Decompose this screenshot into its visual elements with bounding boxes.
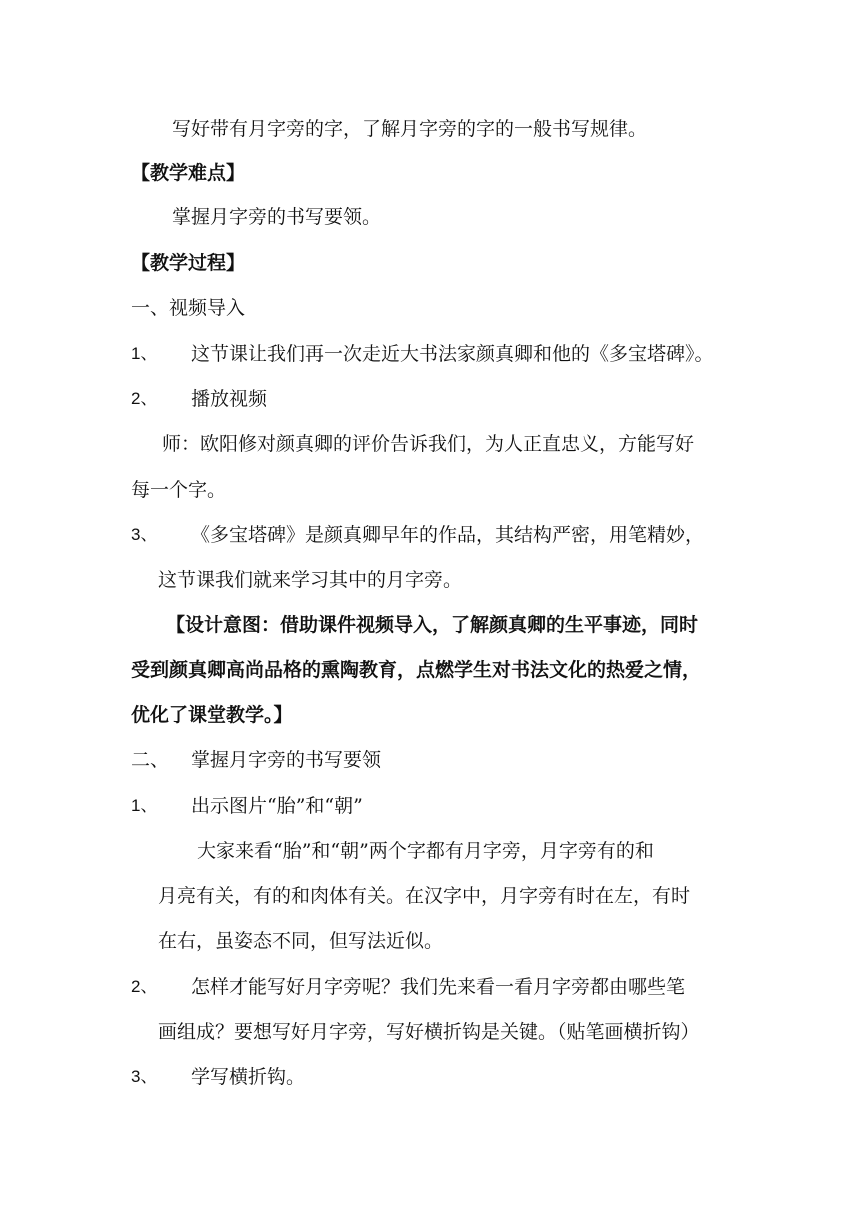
heading-process: 【教学过程】 <box>131 252 246 274</box>
section-two-number: 二、 <box>131 749 170 771</box>
list-item-text: 这节课让我们再一次走近大书法家颜真卿和他的《多宝塔碑》。 <box>191 343 714 365</box>
design-intent-line-2: 受到颜真卿高尚品格的熏陶教育，点燃学生对书法文化的热爱之情， <box>131 659 702 681</box>
teacher-text-line-2: 每一个字。 <box>131 479 227 501</box>
list-number: 2、 <box>131 977 158 996</box>
list-item-text: 出示图片“胎”和“朝” <box>191 795 363 817</box>
list-item-text: 播放视频 <box>191 388 268 410</box>
list-item-text: 学写横折钩。 <box>191 1066 306 1088</box>
paragraph-line-2: 月亮有关，有的和肉体有关。在汉字中，月字旁有时在左，有时 <box>158 885 691 907</box>
design-intent-line-3: 优化了课堂教学。】 <box>131 704 293 726</box>
list-number: 3、 <box>131 525 158 544</box>
list-item-text-continued: 这节课我们就来学习其中的月字旁。 <box>158 569 463 591</box>
list-number: 1、 <box>131 344 158 363</box>
section-two-title: 掌握月字旁的书写要领 <box>191 749 382 771</box>
list-number: 1、 <box>131 796 158 815</box>
section-one-title: 一、视频导入 <box>131 297 246 319</box>
heading-difficulty: 【教学难点】 <box>131 162 246 184</box>
goal-text: 写好带有月字旁的字，了解月字旁的字的一般书写规律。 <box>172 118 648 140</box>
list-item-text: 《多宝塔碑》是颜真卿早年的作品，其结构严密，用笔精妙， <box>191 524 705 546</box>
paragraph-line-1: 大家来看“胎”和“朝”两个字都有月字旁，月字旁有的和 <box>197 840 654 862</box>
list-item-text-continued: 画组成？要想写好月字旁，写好横折钩是关键。（贴笔画横折钩） <box>158 1021 700 1043</box>
paragraph-line-3: 在右，虽姿态不同，但写法近似。 <box>158 930 444 952</box>
list-number: 3、 <box>131 1067 158 1086</box>
teacher-text-line-1: 师：欧阳修对颜真卿的评价告诉我们，为人正直忠义，方能写好 <box>162 433 695 455</box>
difficulty-text: 掌握月字旁的书写要领。 <box>172 206 382 228</box>
design-intent-line-1: 【设计意图：借助课件视频导入，了解颜真卿的生平事迹，同时 <box>166 614 699 636</box>
list-number: 2、 <box>131 389 158 408</box>
list-item-text: 怎样才能写好月字旁呢？我们先来看一看月字旁都由哪些笔 <box>191 976 686 998</box>
